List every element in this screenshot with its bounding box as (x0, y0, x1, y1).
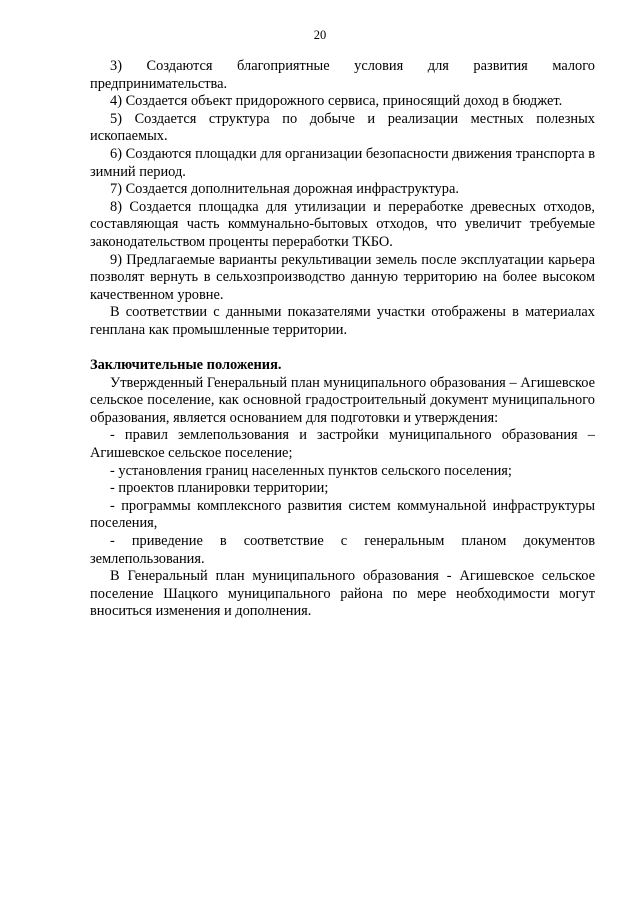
section-heading: Заключительные положения. (90, 357, 282, 374)
section-closing: В Генеральный план муниципального образования - Агишевское сельское поселение Шацкого муниципального района по мере необходимости могут вноситься изменения и дополнения. (90, 568, 595, 620)
paragraph-item-5: 5) Создается структура по добыче и реализации местных полезных ископаемых. (90, 110, 595, 145)
list-item: - проектов планировки территории; (110, 480, 329, 497)
list-item: - приведение в соответствие с генеральным планом документов землепользования. (90, 533, 595, 567)
paragraph-item-9: 9) Предлагаемые варианты рекультивации земель после эксплуатации карьера позволят вернуть в сельхозпроизводство данную территорию на более высоком качественном уровне. (90, 251, 595, 303)
list-item: - правил землепользования и застройки муниципального образования – Агишевское сельское поселение; (90, 427, 595, 462)
page-number: 20 (313, 28, 327, 42)
paragraph-item-7: 7) Создается дополнительная дорожная инфраструктура. (110, 181, 459, 198)
paragraph-item-3: 3) Создаются благоприятные условия для развития малого предпринимательства. (90, 58, 595, 92)
paragraph-item-4: 4) Создается объект придорожного сервиса, приносящий доход в бюджет. (110, 93, 563, 110)
paragraph-item-8: 8) Создается площадка для утилизации и переработке древесных отходов, составляющая часть коммунально-бытовых отходов, что увеличит требуемые законодательством проценты переработки ТКБО. (90, 198, 595, 250)
paragraph-item-6: 6) Создаются площадки для организации безопасности движения транспорта в зимний период. (90, 145, 595, 180)
paragraph-conclusion-note: В соответствии с данными показателями участки отображены в материалах генплана как промышленные территории. (90, 304, 595, 338)
document-body (90, 58, 595, 621)
section-intro: Утвержденный Генеральный план муниципального образования – Агишевское сельское поселение, как основной градостроительный документ муниципального образования, является основанием для подготовки и утверждения: (90, 374, 595, 426)
list-item: - программы комплексного развития систем коммунальной инфраструктуры поселения, (90, 497, 595, 532)
section-spacer (90, 340, 595, 358)
list-item: - установления границ населенных пунктов сельского поселения; (110, 462, 512, 479)
